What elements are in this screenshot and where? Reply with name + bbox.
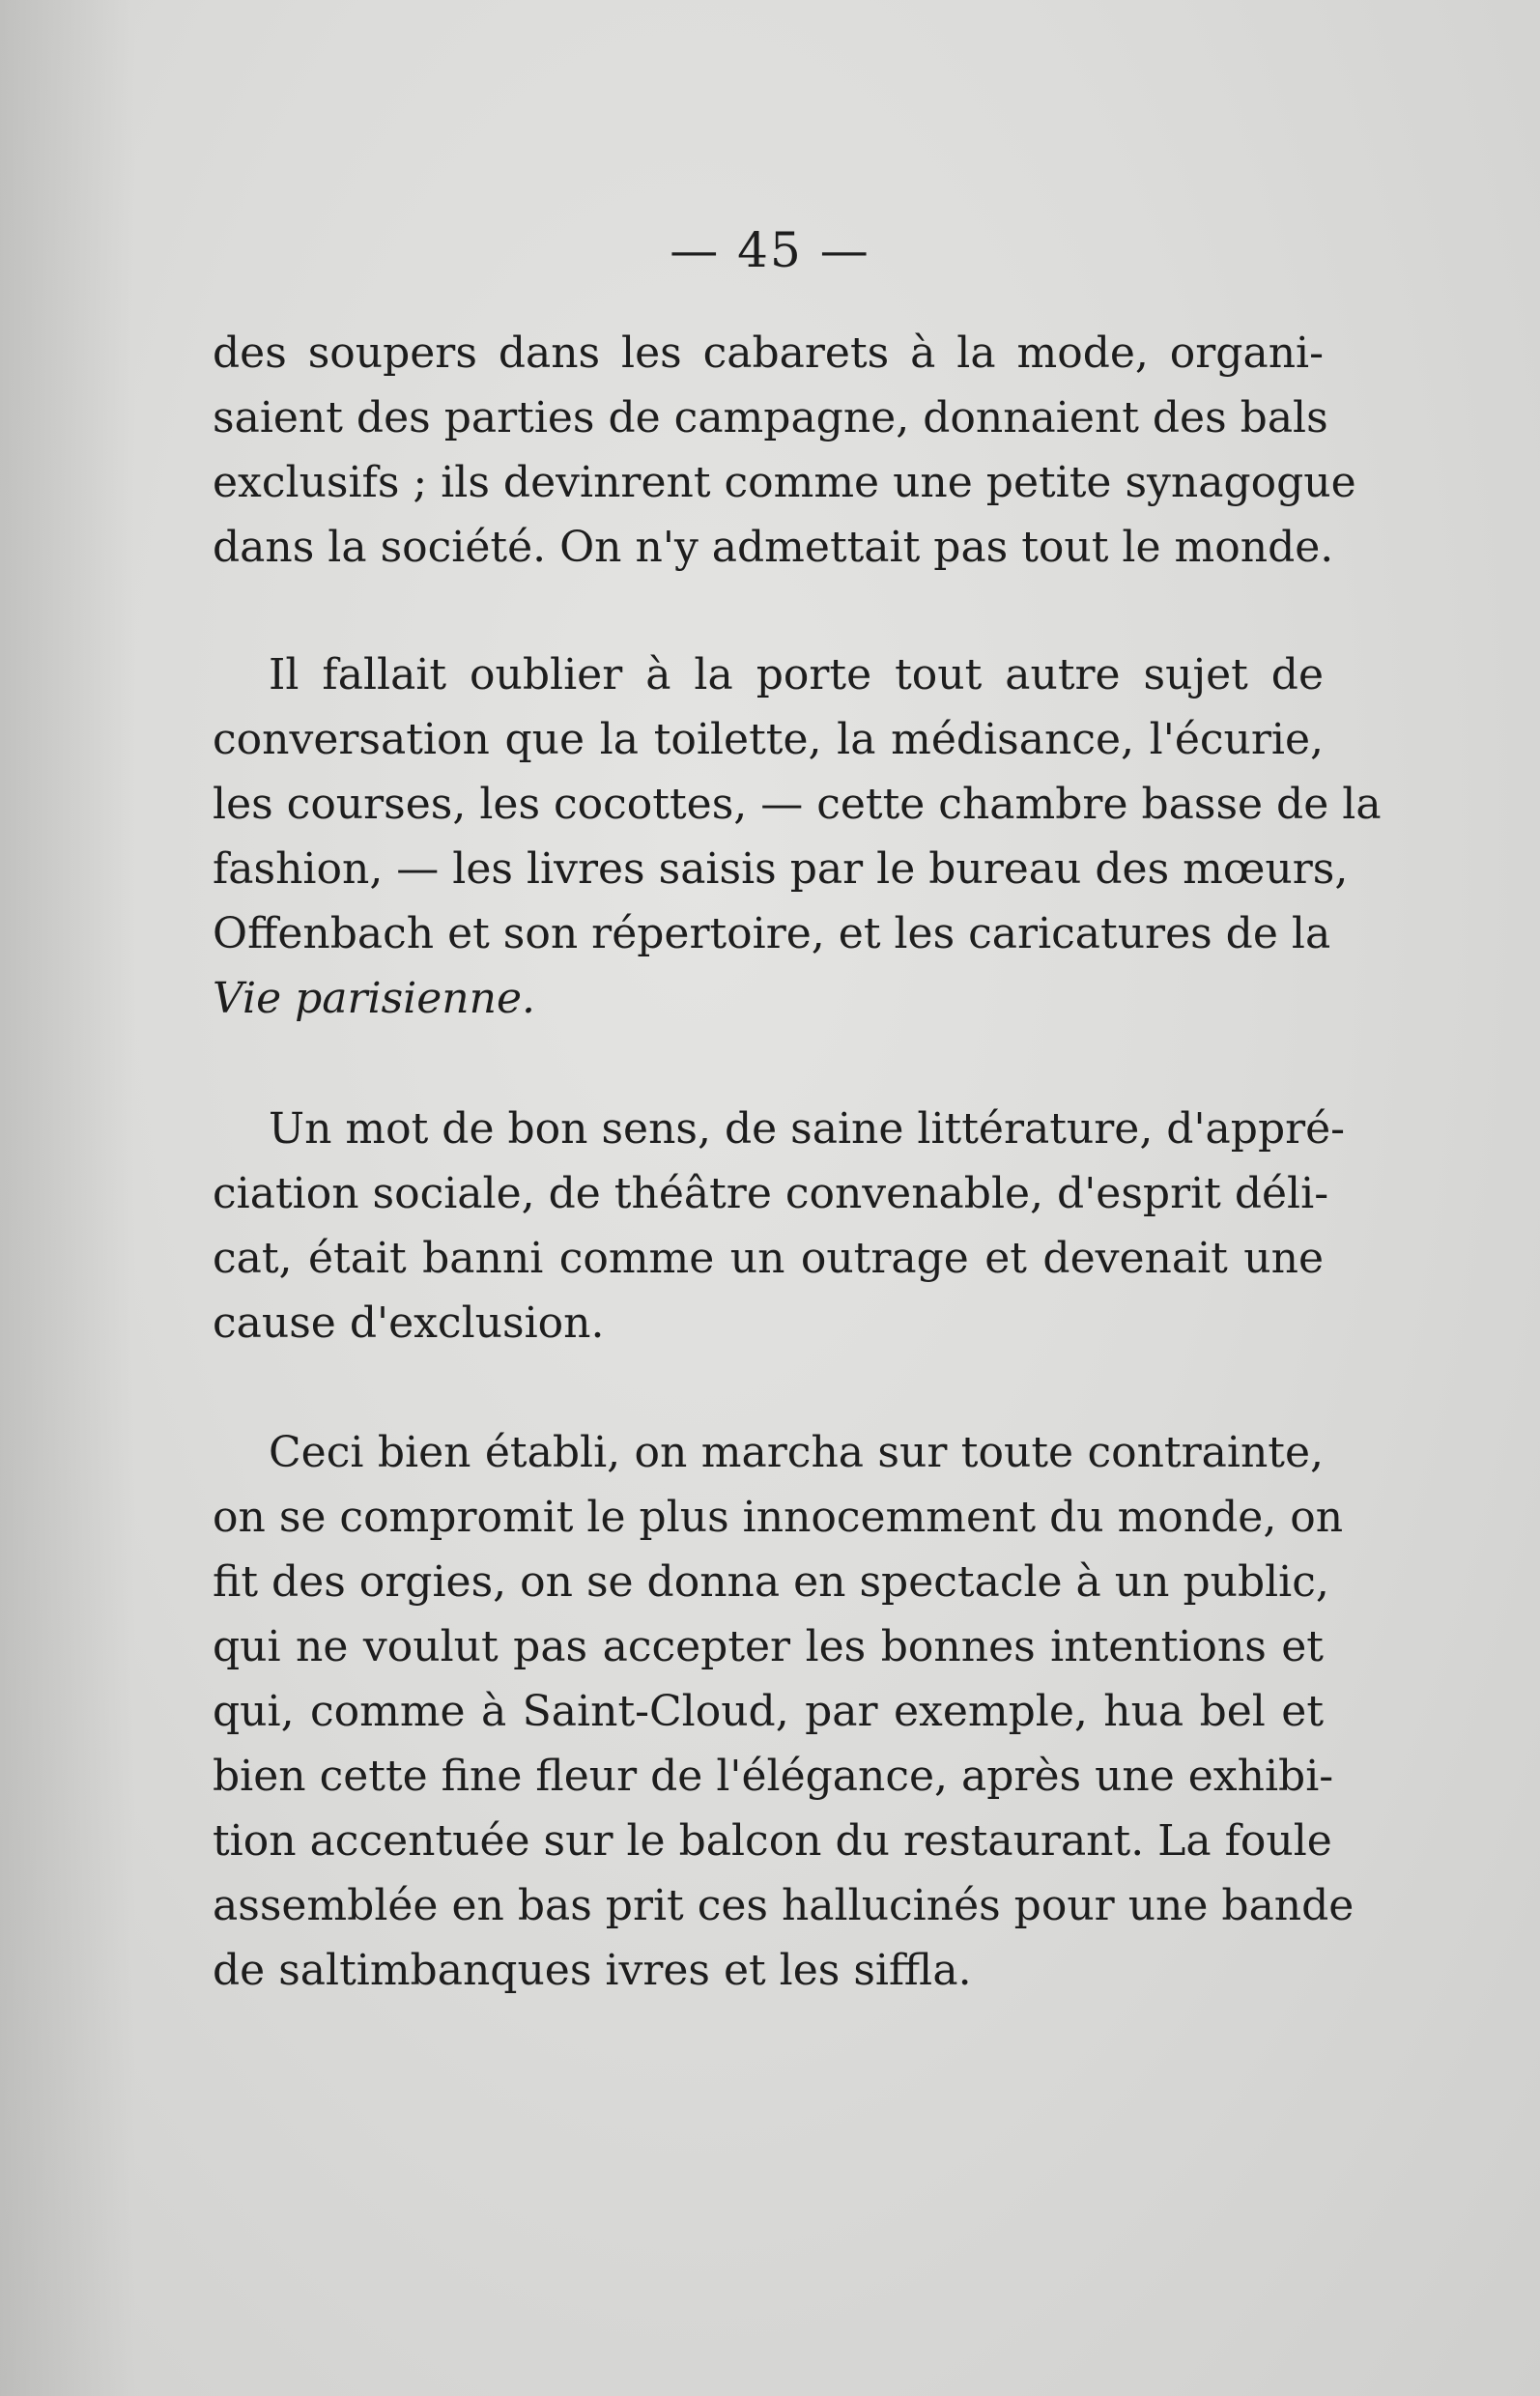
page-number: — 45 — xyxy=(670,222,870,278)
text-line: cause d'exclusion. xyxy=(213,1298,605,1348)
text-line: tion accentuée sur le balcon du restaurant. La foule xyxy=(213,1816,1332,1866)
paragraph-3 xyxy=(213,1097,1346,1355)
text-line: Offenbach et son répertoire, et les caricatures de la xyxy=(213,909,1331,958)
text-line: on se compromit le plus innocemment du monde, on xyxy=(213,1493,1344,1542)
text-line: des soupers dans les cabarets à la mode, organi- xyxy=(213,328,1324,378)
text-line: de saltimbanques ivres et les siffla. xyxy=(213,1946,972,1995)
text-line: les courses, les cocottes, — cette chambre basse de la xyxy=(213,780,1382,829)
text-line: conversation que la toilette, la médisance, l'écurie, xyxy=(213,715,1324,764)
text-line: dans la société. On n'y admettait pas tout le monde. xyxy=(213,523,1334,572)
text-line-italic-title: Vie parisienne. xyxy=(213,974,535,1023)
paragraph-1 xyxy=(213,321,1356,580)
paragraph-4 xyxy=(213,1420,1355,2003)
text-line: saient des parties de campagne, donnaient des bals xyxy=(213,393,1328,442)
text-line: qui ne voulut pas accepter les bonnes intentions et xyxy=(213,1622,1324,1671)
text-line: Il fallait oublier à la porte tout autre sujet de xyxy=(269,650,1324,699)
text-line: qui, comme à Saint-Cloud, par exemple, hua bel et xyxy=(213,1687,1324,1736)
text-line: bien cette fine fleur de l'élégance, après une exhibi- xyxy=(213,1752,1334,1801)
text-line: cat, était banni comme un outrage et devenait une xyxy=(213,1234,1324,1283)
text-line: exclusifs ; ils devinrent comme une petite synagogue xyxy=(213,458,1356,507)
paragraph-2 xyxy=(213,642,1382,1031)
text-line: Un mot de bon sens, de saine littérature, d'appré- xyxy=(269,1104,1346,1154)
text-line: assemblée en bas prit ces hallucinés pour une bande xyxy=(213,1881,1355,1930)
text-line: fit des orgies, on se donna en spectacle à un public, xyxy=(213,1557,1329,1607)
text-line: fashion, — les livres saisis par le bureau des mœurs, xyxy=(213,844,1349,894)
text-line: Ceci bien établi, on marcha sur toute contrainte, xyxy=(269,1428,1324,1477)
text-line: ciation sociale, de théâtre convenable, d'esprit déli- xyxy=(213,1169,1329,1218)
